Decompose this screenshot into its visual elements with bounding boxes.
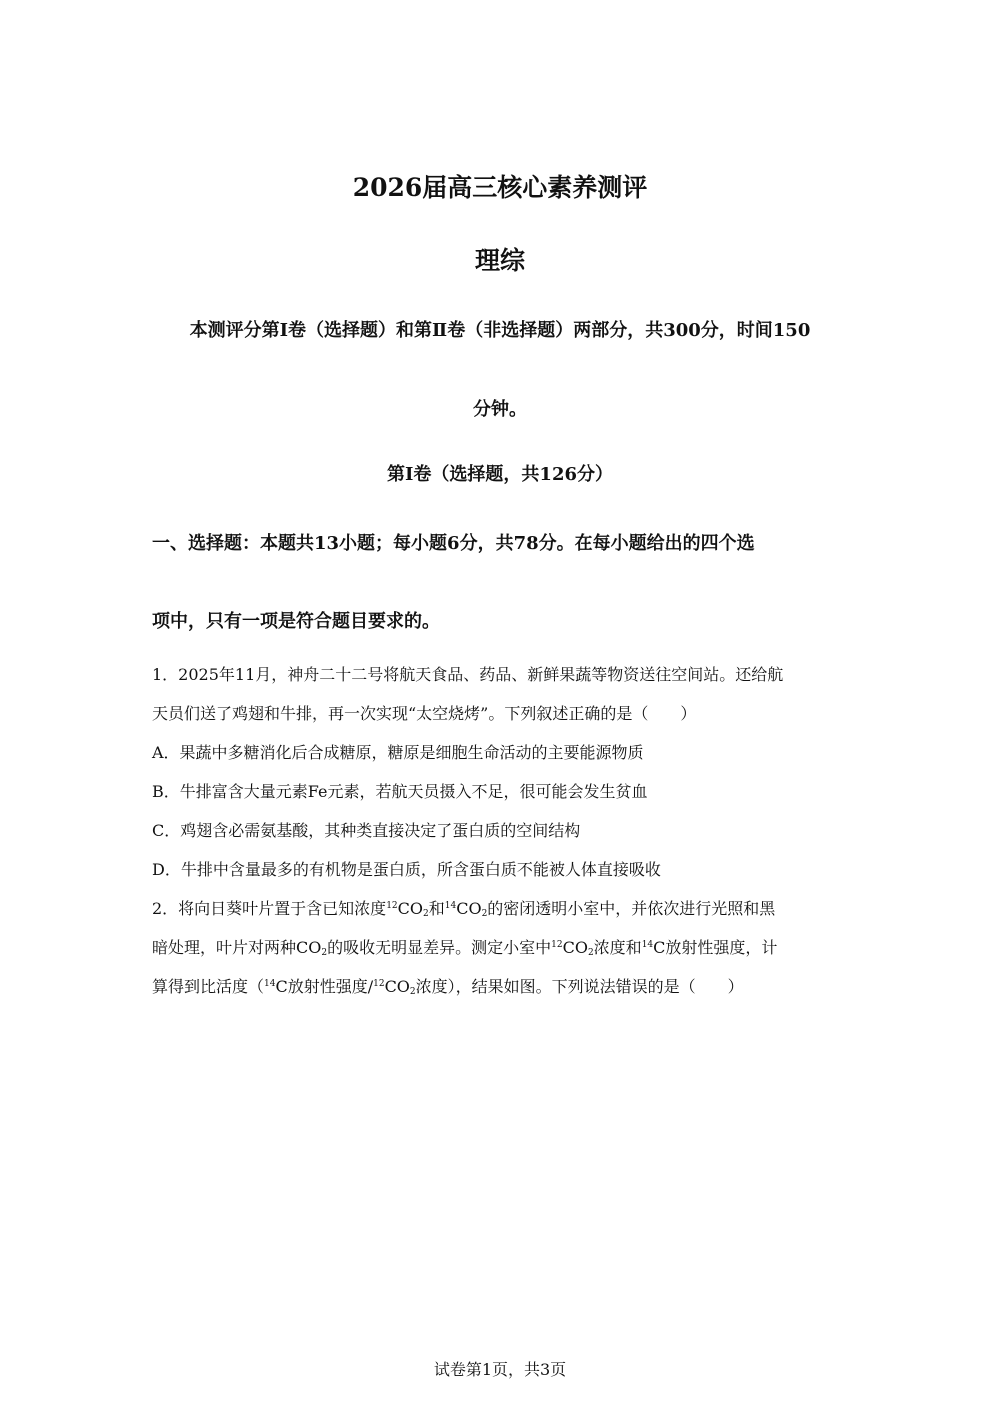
question-2-stem-line-1 [152,896,852,919]
formula-subscript: 2 [587,948,594,958]
question-1-option-a: A．果蔬中多糖消化后合成糖原，糖原是细胞生命活动的主要能源物质 [152,743,644,762]
part-one-heading: 第Ⅰ卷（选择题，共126分） [387,464,613,485]
exam-subject: 理综 [474,246,525,275]
text-segment: CO [397,899,423,918]
formula-subscript: 2 [409,987,416,997]
text-segment: 和 [428,899,445,918]
section-instructions-line-2: 项中，只有一项是符合题目要求的。 [152,611,440,632]
text-segment: 浓度），结果如图。下列说法错误的是（ ） [415,977,744,996]
text-segment: CO [384,977,410,996]
text-segment: 的密闭透明小室中，并依次进行光照和黑 [487,899,776,918]
isotope-mass-number: 14 [444,901,457,911]
page-footer: 试卷第1页，共3页 [433,1360,567,1379]
text-segment: 的吸收无明显差异。测定小室中 [327,938,552,957]
question-2-stem-line-2 [152,935,852,958]
isotope-mass-number: 12 [551,940,563,950]
formula-subscript: 2 [423,909,429,919]
formula-subscript: 2 [321,948,328,958]
text-segment: 2．将向日葵叶片置于含已知浓度 [152,899,387,918]
section-instructions-line-1: 一、选择题：本题共13小题；每小题6分，共78分。在每小题给出的四个选 [152,533,755,554]
text-segment: CO [456,899,482,918]
exam-title: 2026届高三核心素养测评 [352,173,648,202]
text-segment: CO [562,938,588,957]
text-segment: C放射性强度，计 [653,938,778,957]
exam-intro-line-2: 分钟。 [473,399,527,420]
text-segment: 暗处理，叶片对两种CO [152,938,322,957]
text-segment: 算得到比活度（ [152,977,265,996]
isotope-mass-number: 14 [641,940,654,950]
isotope-mass-number: 14 [264,979,276,989]
formula-subscript: 2 [481,909,488,919]
exam-intro-line-1: 本测评分第Ⅰ卷（选择题）和第Ⅱ卷（非选择题）两部分，共300分，时间150 [189,320,811,341]
isotope-mass-number: 12 [373,979,385,989]
question-2-stem-line-3 [152,974,852,997]
text-segment: 浓度和 [593,938,642,957]
question-1-stem-line-2: 天员们送了鸡翅和牛排，再一次实现“太空烧烤”。下列叙述正确的是（ ） [152,704,697,723]
isotope-mass-number: 12 [386,901,398,911]
question-1-option-c: C．鸡翅含必需氨基酸，其种类直接决定了蛋白质的空间结构 [152,821,581,840]
question-1-option-d: D．牛排中含量最多的有机物是蛋白质，所含蛋白质不能被人体直接吸收 [152,860,661,879]
question-1-stem-line-1: 1．2025年11月，神舟二十二号将航天食品、药品、新鲜果蔬等物资送往空间站。还给航 [152,665,784,684]
text-segment: C放射性强度/ [275,977,374,996]
question-1-option-b: B．牛排富含大量元素Fe元素，若航天员摄入不足，很可能会发生贫血 [152,782,648,801]
